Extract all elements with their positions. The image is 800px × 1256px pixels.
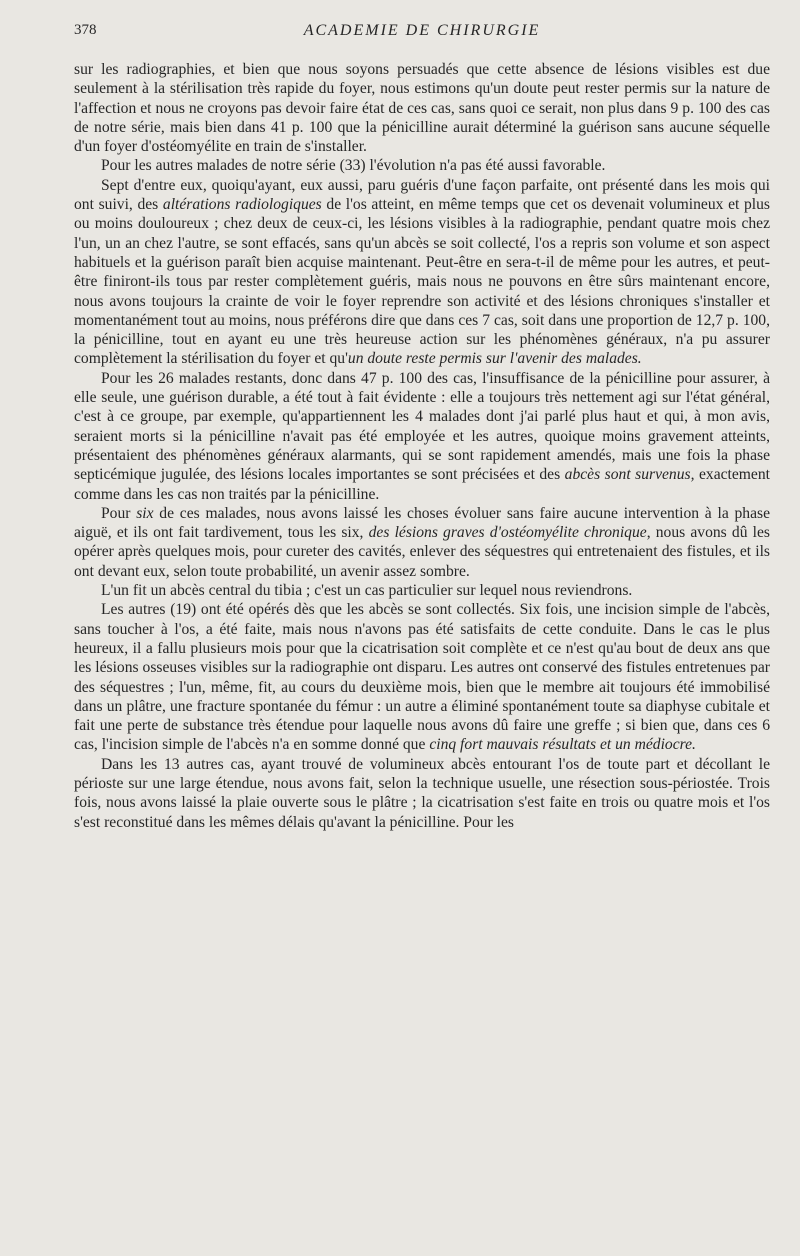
- italic-text: un doute reste permis sur l'avenir des malades.: [347, 350, 642, 368]
- text-run: Pour les 26 malades restants, donc dans 47 p. 100 des cas, l'insuffisance de la pénicilline pour assurer, à elle seule, une guérison durable, a été tout à fait évidente : elle a toujours très nettement agi sur l'état général, c'est à ce groupe, par exemple, qu'appartiennent les 4 malades dont j'ai parlé plus haut et qui, à mon avis, seraient morts si la pénicilline n'avait pas été employée et les autres, quoique moins gravement atteints, présentaient des phénomènes généraux alarmants, qui se sont rapidement amendés, mais une fois la phase septicémique jugulée, des lésions locales importantes se sont précisées et des: [74, 369, 770, 484]
- page-header: [74, 22, 770, 44]
- paragraph: [74, 60, 770, 156]
- italic-text: abcès sont survenus,: [564, 466, 695, 484]
- italic-text: des lésions graves d'ostéomyélite chronique: [368, 524, 647, 542]
- italic-text: cinq fort mauvais résultats et un médiocre.: [429, 736, 696, 754]
- text-run: L'un fit un abcès central du tibia ; c'est un cas particulier sur lequel nous reviendrons.: [101, 582, 633, 600]
- running-head: ACADEMIE DE CHIRURGIE: [303, 22, 541, 39]
- italic-text: altérations radiologiques: [162, 196, 322, 214]
- text-run: de l'os atteint, en même temps que cet os devenait volumineux et plus ou moins douloureux ; chez deux de ceux-ci, les lésions visibles à la radiographie, pendant quatre mois chez l'un, un an chez l'autre, se sont effacés, sans qu'un abcès se soit collecté, l'os a repris son volume et son aspect habituels et la guérison paraît bien acquise maintenant. Peut-être en sera-t-il de même pour les autres, et peut-être finiront-ils tous par rester complètement guéris, mais nous ne pouvons en être sûrs maintenant encore, nous avons toujours la crainte de voir le foyer reprendre son activité et des lésions chroniques s'installer et momentanément tout au moins, nous préférons dire que dans ces 7 cas, soit dans une proportion de 12,7 p. 100, la pénicilline, tout en ayant eu une très heureuse action sur les phénomènes généraux, n'a pu assurer complètement la stérilisation du foyer et qu': [74, 196, 770, 368]
- paragraph: [74, 600, 770, 754]
- text-run: exactement comme dans les cas non traités par la pénicilline.: [74, 466, 770, 503]
- text-run: Sept d'entre eux, quoiqu'ayant, eux aussi, paru guéris d'une façon parfaite, ont présenté dans les mois qui ont suivi, des: [74, 176, 770, 214]
- text-run: Pour les autres malades de notre série (33) l'évolution n'a pas été aussi favorable.: [101, 157, 606, 175]
- text-run: sur les radiographies, et bien que nous soyons persuadés que cette absence de lésions visibles est due seulement à la stérilisation très rapide du foyer, nous estimons qu'un doute peut rester permis sur la nature de l'affection et nous ne croyons pas devoir faire état de ces cas, sans quoi ce serait, non plus dans 9 p. 100 des cas de notre série, mais bien dans 41 p. 100 que la pénicilline aurait déterminé la guérison sans aucune séquelle d'un foyer d'ostéomyélite en train de s'installer.: [74, 61, 770, 156]
- paragraph: [74, 504, 770, 581]
- italic-text: six: [136, 504, 154, 522]
- text-run: , nous avons dû les opérer après quelques mois, pour cureter des cavités, enlever des séquestres qui entretenaient des fistules, et ils ont devant eux, selon toute probabilité, un avenir assez sombre.: [74, 524, 770, 580]
- paragraph: [74, 755, 770, 832]
- text-run: de ces malades, nous avons laissé les choses évoluer sans faire aucune intervention à la phase aiguë, et ils ont fait tardivement, tous les six,: [74, 504, 770, 542]
- text-run: Pour: [101, 504, 137, 522]
- text-run: Dans les 13 autres cas, ayant trouvé de volumineux abcès entourant l'os de toute part et décollant le périoste sur une large étendue, nous avons fait, selon la technique usuelle, une résection sous-périostée. Trois fois, nous avons laissé la plaie ouverte sous le plâtre ; la cicatrisation s'est faite en trois ou quatre mois et l'os s'est reconstitué dans les mêmes délais qu'avant la pénicilline. Pour les: [74, 755, 770, 831]
- paragraph: [74, 156, 770, 175]
- text-run: Les autres (19) ont été opérés dès que les abcès se sont collectés. Six fois, une incision simple de l'abcès, sans toucher à l'os, a été faite, mais nous n'avons pas été satisfaits de cette conduite. Dans le cas le plus heureux, il a fallu plusieurs mois pour que la cicatrisation soit complète et ce n'est qu'au bout de deux ans que les lésions osseuses visibles sur la radiographie ont disparu. Les autres ont conservé des fistules entretenues par des séquestres ; l'un, même, fit, au cours du deuxième mois, bien que le membre ait toujours été immobilisé dans un plâtre, une fracture spontanée du fémur : un autre a éliminé spontanément toute sa diaphyse cubitale et fait une perte de substance très étendue pour laquelle nous avons dû faire une greffe ; si bien que, dans ces 6 cas, l'incision simple de l'abcès n'a en somme donné que: [74, 601, 770, 754]
- paragraph: [74, 581, 770, 600]
- page-number: 378: [74, 22, 97, 38]
- body-text: [74, 60, 770, 832]
- paragraph: [74, 369, 770, 504]
- paragraph: [74, 176, 770, 369]
